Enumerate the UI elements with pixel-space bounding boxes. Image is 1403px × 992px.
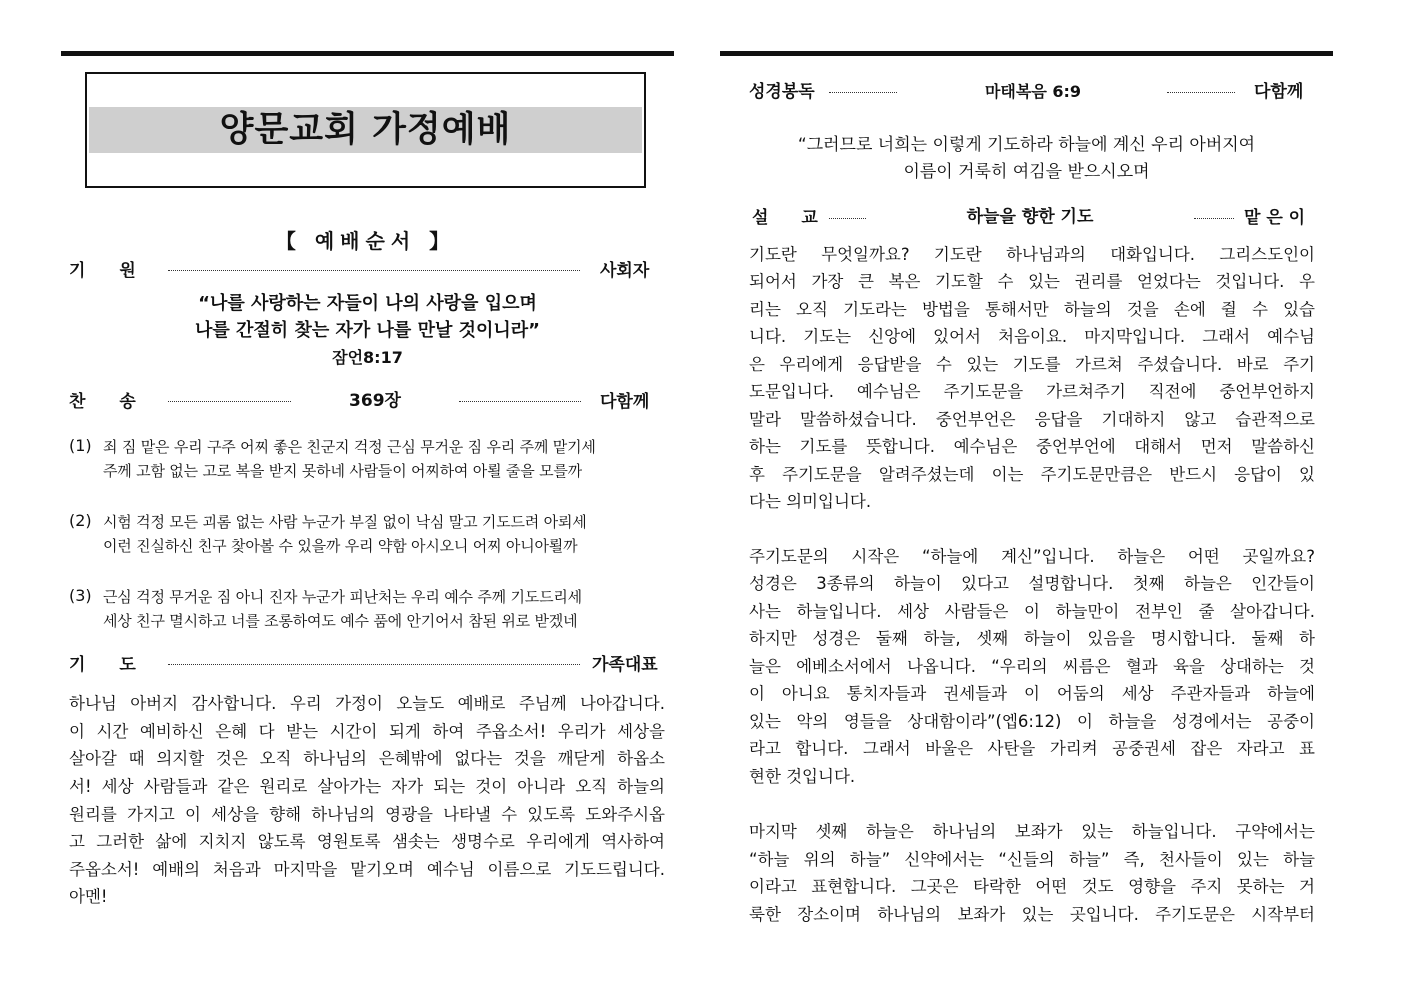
stanza-line: 세상 친구 멸시하고 너를 조롱하여도 예수 품에 안기어서 참된 위로 받겠네 [103,612,578,630]
invocation-reference: 잠언8:17 [332,348,403,367]
sermon-line: 니다. 기도는 신앙에 있어서 처음이요. 마지막입니다. 그래서 예수님 [749,327,1315,346]
sermon-line: 라고 합니다. 그래서 바울은 사탄을 가리켜 공중권세 잡은 자라고 표 [749,739,1315,758]
sermon-line: 하지만 성경은 둘째 하늘, 셋째 하늘이 있음을 명시합니다. 둘째 하 [749,629,1315,648]
title-box [85,72,646,188]
sermon-dots-left [829,218,866,219]
prayer-line: 이 시간 예비하신 은혜 다 받는 시간이 되게 하여 주옵소서! 우리가 세상을 [69,722,665,741]
reading-text-line: “그러므로 너희는 이렇게 기도하라 하늘에 계신 우리 아버지여 [797,135,1256,155]
prayer-line: 하나님 아버지 감사합니다. 우리 가정이 오늘도 예배로 주님께 나아갑니다. [69,694,665,713]
sermon-dots-right [1194,218,1234,219]
sermon-line: 도문입니다. 예수님은 주기도문을 가르쳐주기 직전에 중언부언하지 [749,382,1315,401]
left-top-rule [61,51,674,56]
prayer-line: 원리를 가지고 이 세상을 향해 하나님의 영광을 나타낼 수 있도록 도와주시옵 [69,805,665,824]
page-title: 양문교회 가정예배 [219,110,512,150]
sermon-line: 하는 기도를 뜻합니다. 예수님은 중언부언에 대해서 먼저 말씀하신 [749,437,1315,456]
reading-dots-left [829,92,897,93]
sermon-line: 현한 것입니다. [749,767,856,786]
sermon-line: 은 우리에게 응답받을 수 있는 기도를 가르쳐 주셨습니다. 바로 주기 [749,355,1315,374]
stanza-line: 시험 걱정 모든 괴롬 없는 사람 누군가 부질 없이 낙심 말고 기도드려 아뢰세 [103,513,587,531]
order-heading: 【 예배순서 】 [275,229,456,253]
prayer-label: 기 도 [69,655,136,675]
sermon-line: 룩한 장소이며 하나님의 보좌가 있는 곳입니다. 주기도문은 시작부터 [749,905,1315,924]
stanza-line: 주께 고함 없는 고로 복을 받지 못하네 사람들이 어찌하여 아뢸 줄을 모를까 [103,462,582,480]
prayer-line: 아멘! [69,887,108,906]
sermon-line: 있는 악의 영들을 상대함이라”(엡6:12) 이 하늘을 성경에서는 공중이 [749,712,1315,731]
hymn-number: 369장 [349,391,401,411]
sermon-line: 리는 오직 기도라는 방법을 통해서만 하늘의 것을 손에 쥘 수 있습 [749,300,1315,319]
reading-label: 성경봉독 [749,82,815,102]
reading-dots-right [1167,92,1235,93]
invocation-verse-line: “나를 사랑하는 자들이 나의 사랑을 입으며 [198,293,537,314]
prayer-line: 고 그러한 삶에 지치지 않도록 영원토록 샘솟는 생명수로 우리에게 역사하여 [69,832,665,851]
prayer-line: 살아갈 때 의지할 것은 오직 하나님의 은혜밖에 없다는 것을 깨닫게 하옵소 [69,749,665,768]
reading-reference: 마태복음 6:9 [984,82,1082,101]
stanza-number: (3) [69,586,92,605]
sermon-line: 되어서 가장 큰 복은 기도할 수 있는 권리를 얻었다는 것입니다. 우 [749,272,1315,291]
sermon-line: 늘은 에베소서에서 나옵니다. “우리의 씨름은 혈과 육을 상대하는 것 [749,657,1315,676]
reading-text-line: 이름이 거룩히 여김을 받으시오며 [903,162,1150,182]
sermon-leader: 맡 은 이 [1244,208,1306,228]
stanza-line: 이런 진실하신 친구 찾아볼 수 있을까 우리 약함 아시오니 어찌 아니아뢸까 [103,537,578,555]
sermon-line: 이 아니요 통치자들과 권세들과 이 어둠의 세상 주관자들과 하늘에 [749,684,1315,703]
stanza-number: (2) [69,511,92,530]
reading-leader: 다함께 [1254,82,1304,102]
prayer-line: 서! 세상 사람들과 같은 원리로 살아가는 자가 되는 것이 아니라 오직 하늘의 [69,777,665,796]
invocation-label: 기 원 [69,261,136,281]
stanza-number: (1) [69,436,92,455]
sermon-line: 성경은 3종류의 하늘이 있다고 설명합니다. 첫째 하늘은 인간들이 [749,574,1315,593]
sermon-line: 기도란 무엇일까요? 기도란 하나님과의 대화입니다. 그리스도인이 [749,245,1315,264]
invocation-leader: 사회자 [600,261,650,281]
right-top-rule [720,51,1333,56]
sermon-line: 다는 의미입니다. [749,492,872,511]
sermon-line: 후 주기도문을 알려주셨는데 이는 주기도문만큼은 반드시 응답이 있 [749,465,1315,484]
prayer-line: 주옵소서! 예배의 처음과 마지막을 맡기오며 예수님 이름으로 기도드립니다. [69,860,665,879]
prayer-leader: 가족대표 [592,655,658,675]
sermon-line: 사는 하늘입니다. 세상 사람들은 이 하늘만이 전부인 줄 살아갑니다. [749,602,1315,621]
sermon-line: 이라고 표현합니다. 그곳은 타락한 어떤 것도 영향을 주지 못하는 거 [749,877,1315,896]
sermon-line: 마지막 셋째 하늘은 하나님의 보좌가 있는 하늘입니다. 구약에서는 [749,822,1315,841]
stanza-line: 죄 짐 맡은 우리 구주 어찌 좋은 친군지 걱정 근심 무거운 짐 우리 주께 맡기세 [103,438,596,456]
hymn-dots-left [168,401,291,402]
sermon-line: 주기도문의 시작은 “하늘에 계신”입니다. 하늘은 어떤 곳일까요? [749,547,1315,566]
hymn-label: 찬 송 [69,392,136,412]
prayer-leader-dots [168,664,580,665]
invocation-verse-line: 나를 간절히 찾는 자가 나를 만날 것이니라” [194,320,541,341]
sermon-title: 하늘을 향한 기도 [966,207,1094,227]
hymn-leader: 다함께 [600,392,650,412]
stanza-line: 근심 걱정 무거운 짐 아니 진자 누군가 피난처는 우리 예수 주께 기도드리세 [103,588,582,606]
invocation-leader-dots [168,270,580,271]
sermon-line: “하늘 위의 하늘” 신약에서는 “신들의 하늘” 즉, 천사들이 있는 하늘 [749,850,1315,869]
sermon-label: 설 교 [752,208,826,228]
hymn-dots-right [459,401,581,402]
sermon-line: 말라 말씀하셨습니다. 중언부언은 응답을 기대하지 않고 습관적으로 [749,410,1315,429]
